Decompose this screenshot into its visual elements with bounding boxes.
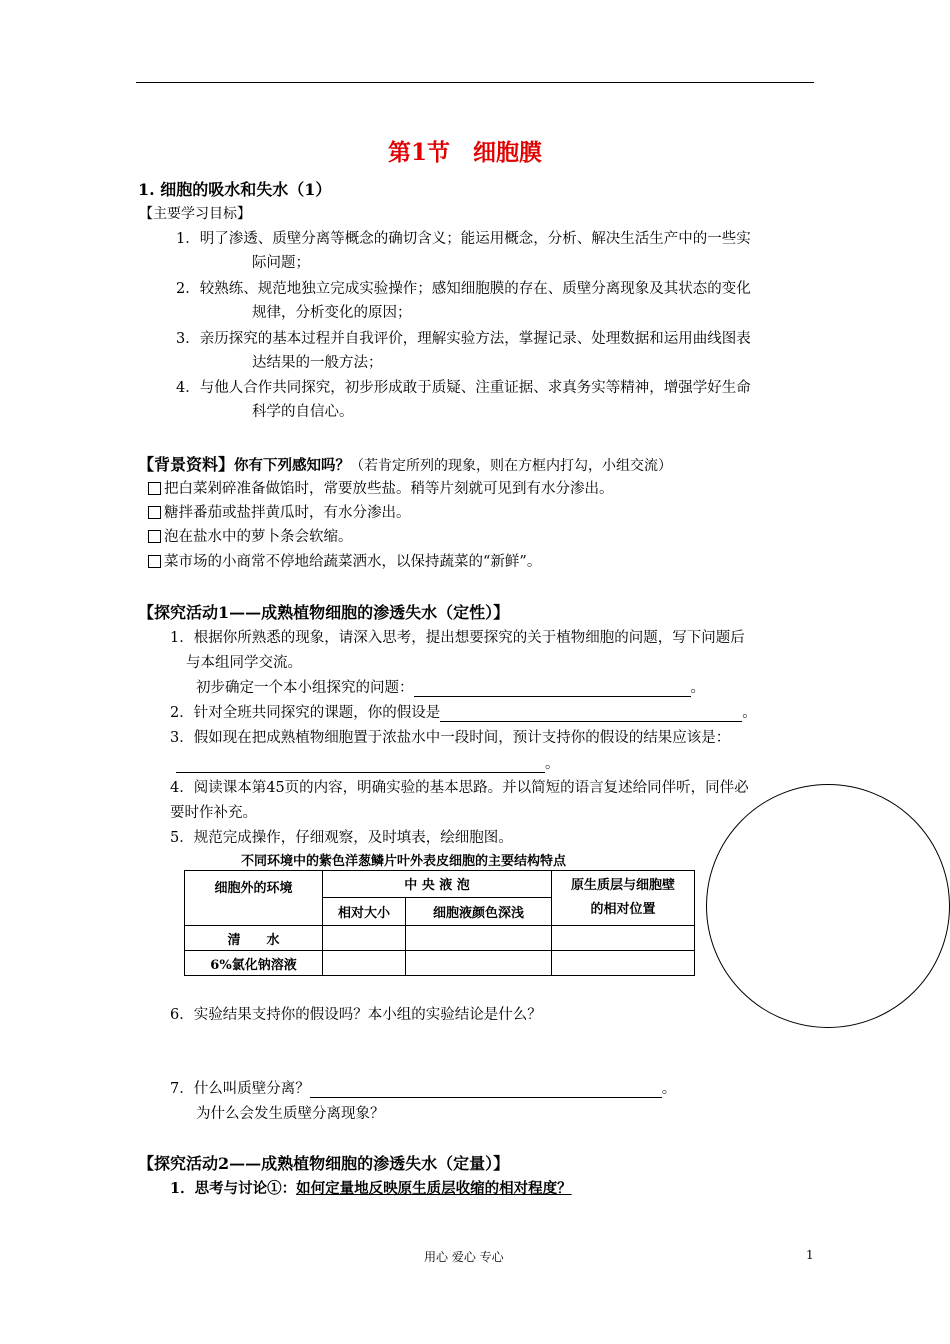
activity1-q1: 1．根据你所熟悉的现象，请深入思考，提出想要探究的关于植物细胞的问题，写下问题后 xyxy=(170,630,745,646)
row-label-nacl: 6%氯化钠溶液 xyxy=(185,951,323,976)
goal-item-4-cont: 科学的自信心。 xyxy=(252,404,354,420)
goal-item-3: 3．亲历探究的基本过程并自我评价，理解实验方法，掌握记录、处理数据和运用曲线图表 xyxy=(176,331,751,347)
checklist-label: 泡在盐水中的萝卜条会软缩。 xyxy=(164,529,353,545)
activity2-heading: 【探究活动2——成熟植物细胞的渗透失水（定量）】 xyxy=(138,1154,510,1173)
activity2-q1 xyxy=(170,1177,572,1198)
background-note: （若肯定所列的现象，则在方框内打勾，小组交流） xyxy=(350,458,673,474)
checklist-label: 菜市场的小商常不停地给蔬菜洒水，以保持蔬菜的“新鲜”。 xyxy=(164,554,542,570)
activity1-q4-cont: 要时作补充。 xyxy=(170,805,257,821)
goal-item-2: 2．较熟练、规范地独立完成实验操作；感知细胞膜的存在、质壁分离现象及其状态的变化 xyxy=(176,281,751,297)
goals-heading: 【主要学习目标】 xyxy=(139,206,251,222)
q7-text: 7．什么叫质壁分离？ xyxy=(170,1081,310,1097)
table-caption: 不同环境中的紫色洋葱鳞片叶外表皮细胞的主要结构特点 xyxy=(241,854,567,869)
answer-line[interactable] xyxy=(440,706,742,722)
goal-item-3-cont: 达结果的一般方法； xyxy=(252,355,383,371)
footer-motto: 用心 爱心 专心 xyxy=(424,1250,504,1264)
checkbox[interactable] xyxy=(148,506,161,519)
goal-item-1-cont: 际问题； xyxy=(252,255,310,271)
table-cell[interactable] xyxy=(406,926,552,951)
checkbox[interactable] xyxy=(148,482,161,495)
background-heading-line xyxy=(138,452,672,475)
activity1-q2 xyxy=(170,701,757,722)
background-question: 你有下列感知吗？ xyxy=(234,457,351,474)
activity1-q1-prompt xyxy=(196,676,705,697)
header-size: 相对大小 xyxy=(323,897,406,925)
period: 。 xyxy=(742,705,757,721)
table-cell[interactable] xyxy=(323,926,406,951)
checklist-item[interactable] xyxy=(148,477,614,498)
activity1-q6: 6．实验结果支持你的假设吗？本小组的实验结论是什么？ xyxy=(170,1007,542,1023)
q1-prompt-text: 初步确定一个本小组探究的问题： xyxy=(196,680,414,696)
table-cell[interactable] xyxy=(406,951,552,976)
answer-line[interactable] xyxy=(176,757,545,773)
checklist-item[interactable] xyxy=(148,525,353,546)
activity1-q7 xyxy=(170,1077,676,1098)
checkbox[interactable] xyxy=(148,530,161,543)
header-wall-line2: 的相对位置 xyxy=(590,902,656,917)
checklist-label: 糖拌番茄或盐拌黄瓜时，有水分渗出。 xyxy=(164,505,411,521)
activity1-q3-answer xyxy=(176,752,560,773)
header-vacuole: 中 央 液 泡 xyxy=(323,871,552,898)
goal-item-1: 1．明了渗透、质壁分离等概念的确切含义；能运用概念，分析、解决生活生产中的一些实 xyxy=(176,231,751,247)
answer-line[interactable] xyxy=(310,1082,662,1098)
header-wall-line1: 原生质层与细胞壁 xyxy=(570,878,675,893)
header-color: 细胞液颜色深浅 xyxy=(406,897,552,925)
observation-table xyxy=(184,870,695,976)
goal-item-4: 4．与他人合作共同探究，初步形成敢于质疑、注重证据、求真务实等精神，增强学好生命 xyxy=(176,380,751,396)
period: 。 xyxy=(690,680,705,696)
activity1-q3: 3．假如现在把成熟植物细胞置于浓盐水中一段时间，预计支持你的假设的结果应该是： xyxy=(170,730,731,746)
checklist-item[interactable] xyxy=(148,501,411,522)
activity1-q4: 4．阅读课本第45页的内容，明确实验的基本思路。并以简短的语言复述给同伴听，同伴必 xyxy=(170,780,749,796)
header-rule xyxy=(136,82,814,83)
table-cell[interactable] xyxy=(323,951,406,976)
row-label-water: 清 水 xyxy=(185,926,323,951)
checklist-label: 把白菜剁碎准备做馅时，常要放些盐。稍等片刻就可见到有水分渗出。 xyxy=(164,481,614,497)
checkbox[interactable] xyxy=(148,555,161,568)
period: 。 xyxy=(545,756,560,772)
activity1-q7-cont: 为什么会发生质壁分离现象？ xyxy=(196,1106,385,1122)
page-title: 第1节 细胞膜 xyxy=(388,139,543,166)
activity2-q1-prefix: 1．思考与讨论①： xyxy=(170,1180,297,1197)
header-environment: 细胞外的环境 xyxy=(185,871,323,926)
answer-line[interactable] xyxy=(414,681,691,697)
header-wall-position xyxy=(552,871,695,926)
page-number: 1 xyxy=(806,1248,814,1262)
cell-drawing-circle[interactable] xyxy=(706,784,950,1028)
period: 。 xyxy=(661,1081,677,1097)
goal-item-2-cont: 规律，分析变化的原因； xyxy=(252,305,412,321)
activity1-q5: 5．规范完成操作，仔细观察，及时填表，绘细胞图。 xyxy=(170,830,513,846)
activity2-q1-question: 如何定量地反映原生质层收缩的相对程度？ xyxy=(296,1180,572,1197)
activity1-heading: 【探究活动1——成熟植物细胞的渗透失水（定性）】 xyxy=(138,603,510,622)
table-cell[interactable] xyxy=(552,951,695,976)
activity1-q1-cont: 与本组同学交流。 xyxy=(186,655,302,671)
background-heading: 【背景资料】 xyxy=(138,455,235,474)
table-cell[interactable] xyxy=(552,926,695,951)
checklist-item[interactable] xyxy=(148,550,541,571)
q2-text: 2．针对全班共同探究的课题，你的假设是 xyxy=(170,705,441,721)
section-heading: 1. 细胞的吸水和失水（1） xyxy=(138,180,332,199)
